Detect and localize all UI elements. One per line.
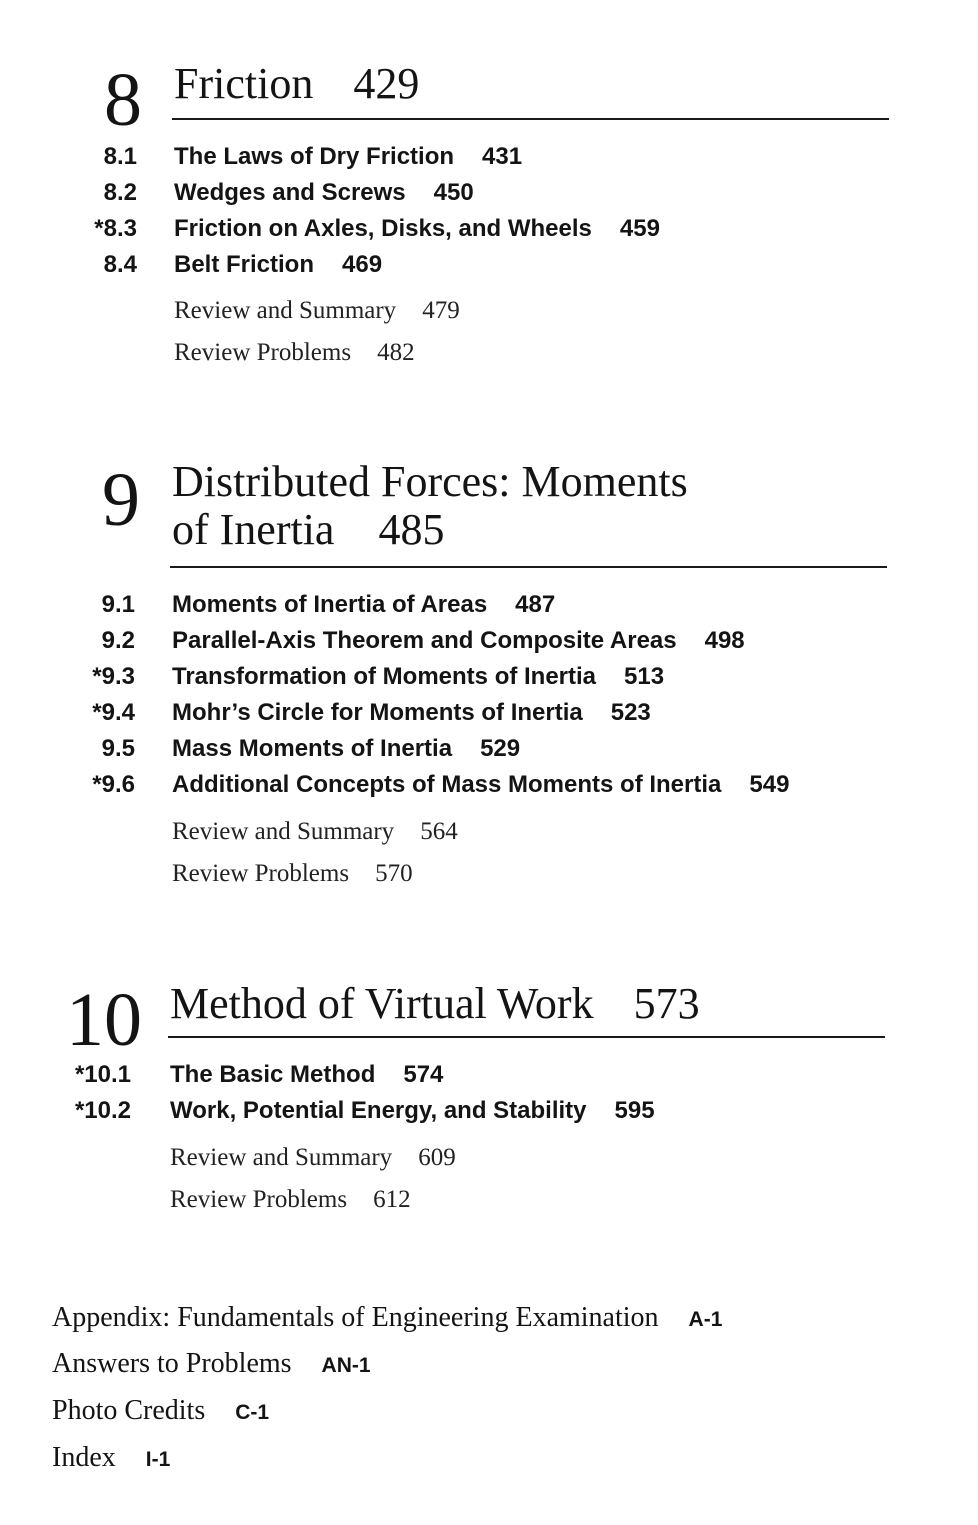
section-page: 513 xyxy=(624,663,665,690)
section-title: The Laws of Dry Friction xyxy=(174,143,455,170)
section-entry[interactable] xyxy=(172,737,520,761)
section-number: *9.6 xyxy=(92,771,135,798)
section-entry[interactable] xyxy=(172,629,745,653)
chapter-8-number: 8 xyxy=(104,58,142,142)
section-page: 450 xyxy=(433,179,474,206)
section-entry[interactable] xyxy=(174,145,522,169)
section-entry[interactable] xyxy=(174,217,660,241)
chapter-8-title-line[interactable] xyxy=(174,59,420,108)
section-title: Mohr’s Circle for Moments of Inertia xyxy=(172,699,583,726)
back-matter-entry[interactable] xyxy=(52,1444,170,1472)
review-page: 564 xyxy=(420,818,458,845)
review-title: Review and Summary xyxy=(174,297,397,324)
section-page: 595 xyxy=(614,1097,655,1124)
section-title: Friction on Axles, Disks, and Wheels xyxy=(174,215,592,242)
review-entry[interactable] xyxy=(174,298,460,323)
section-number: 9.1 xyxy=(101,591,135,618)
section-title: Work, Potential Energy, and Stability xyxy=(170,1097,587,1124)
section-entry[interactable] xyxy=(174,253,382,277)
section-entry[interactable] xyxy=(174,181,474,205)
section-page: 529 xyxy=(480,735,521,762)
back-matter-entry[interactable] xyxy=(52,1304,722,1332)
review-title: Review Problems xyxy=(174,339,352,366)
back-matter-title: Appendix: Fundamentals of Engineering Examination xyxy=(52,1302,659,1333)
chapter-page: 573 xyxy=(633,979,700,1028)
section-page: 487 xyxy=(515,591,556,618)
back-matter-page: AN-1 xyxy=(321,1354,371,1377)
section-number: *9.4 xyxy=(92,699,135,726)
review-entry[interactable] xyxy=(170,1187,411,1212)
section-number: *8.3 xyxy=(94,215,137,242)
review-page: 479 xyxy=(422,297,460,324)
review-entry[interactable] xyxy=(172,819,458,844)
chapter-title-line-1: Distributed Forces: Moments xyxy=(172,457,688,506)
chapter-8-rule xyxy=(172,118,889,120)
review-entry[interactable] xyxy=(170,1145,456,1170)
chapter-title: Friction xyxy=(174,59,314,108)
review-title: Review and Summary xyxy=(170,1144,393,1171)
chapter-title-line-2 xyxy=(172,506,688,554)
chapter-10-title-line[interactable] xyxy=(170,979,700,1028)
back-matter-title: Photo Credits xyxy=(52,1395,206,1426)
review-entry[interactable] xyxy=(174,340,415,365)
back-matter-title: Index xyxy=(52,1442,116,1473)
section-title: Transformation of Moments of Inertia xyxy=(172,663,597,690)
section-title: Additional Concepts of Mass Moments of Inertia xyxy=(172,771,722,798)
back-matter-page: I-1 xyxy=(145,1448,171,1471)
back-matter-title: Answers to Problems xyxy=(52,1348,292,1379)
section-title: Mass Moments of Inertia xyxy=(172,735,453,762)
section-number: *10.1 xyxy=(74,1061,131,1088)
section-entry[interactable] xyxy=(172,701,651,725)
back-matter-entry[interactable] xyxy=(52,1350,371,1378)
section-title: The Basic Method xyxy=(170,1061,376,1088)
chapter-9-title-block[interactable] xyxy=(172,458,688,554)
chapter-10-number: 10 xyxy=(66,978,142,1062)
section-page: 431 xyxy=(482,143,523,170)
review-title: Review and Summary xyxy=(172,818,395,845)
section-entry[interactable] xyxy=(170,1063,443,1087)
section-page: 469 xyxy=(342,251,383,278)
section-number: *9.3 xyxy=(92,663,135,690)
review-page: 609 xyxy=(418,1144,456,1171)
back-matter-page: C-1 xyxy=(235,1401,270,1424)
section-number: 9.5 xyxy=(101,735,135,762)
section-entry[interactable] xyxy=(172,773,789,797)
chapter-10-rule xyxy=(168,1036,885,1038)
section-page: 523 xyxy=(610,699,651,726)
section-number: *10.2 xyxy=(74,1097,131,1124)
review-title: Review Problems xyxy=(172,860,350,887)
section-number: 9.2 xyxy=(101,627,135,654)
review-page: 570 xyxy=(375,860,413,887)
chapter-9-number: 9 xyxy=(102,458,140,542)
chapter-title-line-2-text: of Inertia xyxy=(172,505,335,554)
section-title: Belt Friction xyxy=(174,251,315,278)
section-entry[interactable] xyxy=(172,665,664,689)
section-entry[interactable] xyxy=(170,1099,655,1123)
section-page: 574 xyxy=(403,1061,444,1088)
section-title: Moments of Inertia of Areas xyxy=(172,591,488,618)
chapter-title: Method of Virtual Work xyxy=(170,979,594,1028)
chapter-page: 429 xyxy=(353,59,420,108)
review-entry[interactable] xyxy=(172,861,413,886)
chapter-page: 485 xyxy=(378,505,445,554)
review-page: 612 xyxy=(373,1186,411,1213)
section-title: Wedges and Screws xyxy=(174,179,406,206)
section-page: 549 xyxy=(749,771,790,798)
section-number: 8.2 xyxy=(103,179,137,206)
back-matter-entry[interactable] xyxy=(52,1397,269,1425)
review-title: Review Problems xyxy=(170,1186,348,1213)
back-matter-page: A-1 xyxy=(688,1308,723,1331)
section-title: Parallel-Axis Theorem and Composite Areas xyxy=(172,627,677,654)
section-page: 459 xyxy=(619,215,660,242)
section-number: 8.1 xyxy=(103,143,137,170)
review-page: 482 xyxy=(377,339,415,366)
chapter-9-rule xyxy=(170,566,887,568)
section-page: 498 xyxy=(704,627,745,654)
section-number: 8.4 xyxy=(103,251,137,278)
section-entry[interactable] xyxy=(172,593,555,617)
